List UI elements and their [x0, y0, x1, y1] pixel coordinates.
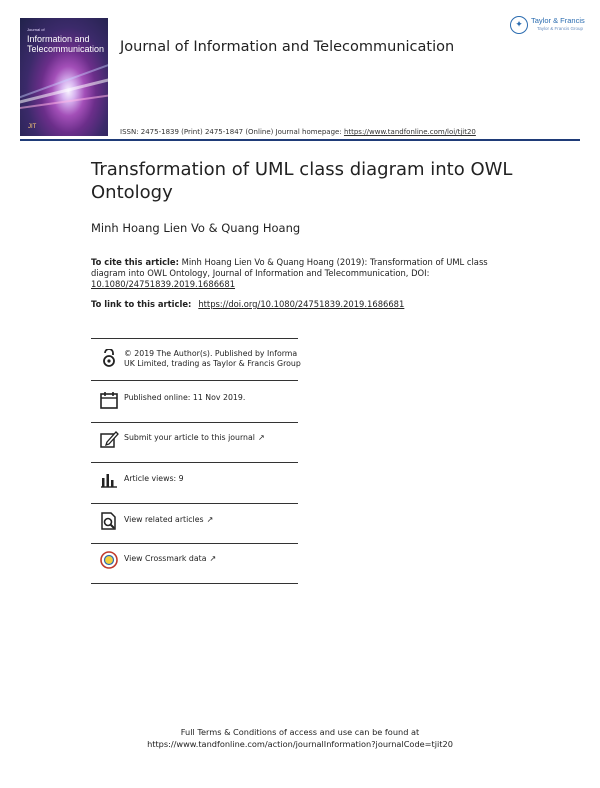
cover-bottom-text: JIT: [28, 124, 37, 130]
cover-streak: [20, 58, 108, 101]
footer-line1: Full Terms & Conditions of access and use can be found at: [180, 727, 420, 737]
open-access-icon: [99, 349, 119, 369]
doi-link[interactable]: 10.1080/24751839.2019.1686681: [91, 279, 236, 290]
open-access-text: © 2019 The Author(s). Published by Informa UK Limited, trading as Taylor & Francis Group: [124, 349, 301, 368]
submit-article-link[interactable]: [124, 433, 302, 443]
issn-line: [120, 128, 476, 136]
meta-separator: [91, 543, 298, 544]
journal-cover-image: [20, 18, 108, 136]
issn-text: ISSN: 2475-1839 (Print) 2475-1847 (Online) Journal homepage:: [120, 128, 344, 136]
crossmark-icon: [99, 550, 119, 570]
meta-separator: [91, 462, 298, 463]
bar-chart-icon: [99, 470, 119, 490]
header-divider: [20, 139, 580, 141]
related-articles-text: View related articles: [124, 515, 204, 524]
footer-terms-link[interactable]: https://www.tandfonline.com/action/journalInformation?journalCode=tjit20: [147, 739, 453, 749]
cover-streak: [20, 92, 108, 111]
cover-title-line2: Telecommunication: [27, 44, 105, 54]
publisher-logo: [510, 16, 585, 34]
meta-separator: [91, 422, 298, 423]
submit-article-text: Submit your article to this journal: [124, 433, 255, 442]
edit-icon: [99, 429, 119, 449]
publisher-name: [531, 17, 585, 33]
journal-title: Journal of Information and Telecommunication: [120, 39, 455, 55]
meta-panel-top-rule: [91, 338, 298, 339]
cover-title: [27, 34, 105, 54]
footer: [0, 726, 600, 750]
citation-block: [91, 257, 491, 291]
article-authors: Minh Hoang Lien Vo & Quang Hoang: [91, 221, 301, 235]
external-link-icon: ↗: [257, 433, 265, 442]
meta-separator: [91, 380, 298, 381]
link-to-article: [91, 299, 404, 309]
crossmark-link[interactable]: [124, 554, 302, 564]
publisher-logo-icon: ✦: [510, 16, 528, 34]
cite-text: Minh Hoang Lien Vo & Quang Hoang (2019): Transformation of UML class diagram into OWL Ontology, Journal of Information and Telecommunication, DOI:: [91, 257, 488, 279]
article-doi-url[interactable]: https://doi.org/10.1080/24751839.2019.1686681: [198, 299, 405, 309]
publisher-name-line1: Taylor & Francis: [531, 16, 585, 25]
link-label: To link to this article:: [91, 299, 195, 309]
external-link-icon: ↗: [209, 554, 217, 563]
crossmark-text: View Crossmark data: [124, 554, 207, 563]
external-link-icon: ↗: [206, 515, 214, 524]
cover-small-text: Journal of: [27, 27, 45, 32]
cite-label: To cite this article:: [91, 257, 179, 267]
calendar-icon: [99, 390, 119, 410]
cover-title-line1: Information and: [27, 34, 90, 44]
meta-separator: [91, 503, 298, 504]
published-date-text: Published online: 11 Nov 2019.: [124, 393, 246, 402]
article-views-text: Article views: 9: [124, 474, 184, 483]
related-articles-link[interactable]: [124, 515, 302, 525]
publisher-name-line2: Taylor & Francis Group: [537, 26, 584, 31]
article-title: Transformation of UML class diagram into OWL Ontology: [91, 159, 513, 203]
meta-separator: [91, 583, 298, 584]
related-articles-icon: [99, 511, 119, 531]
journal-homepage-link[interactable]: https://www.tandfonline.com/loi/tjit20: [343, 128, 476, 136]
